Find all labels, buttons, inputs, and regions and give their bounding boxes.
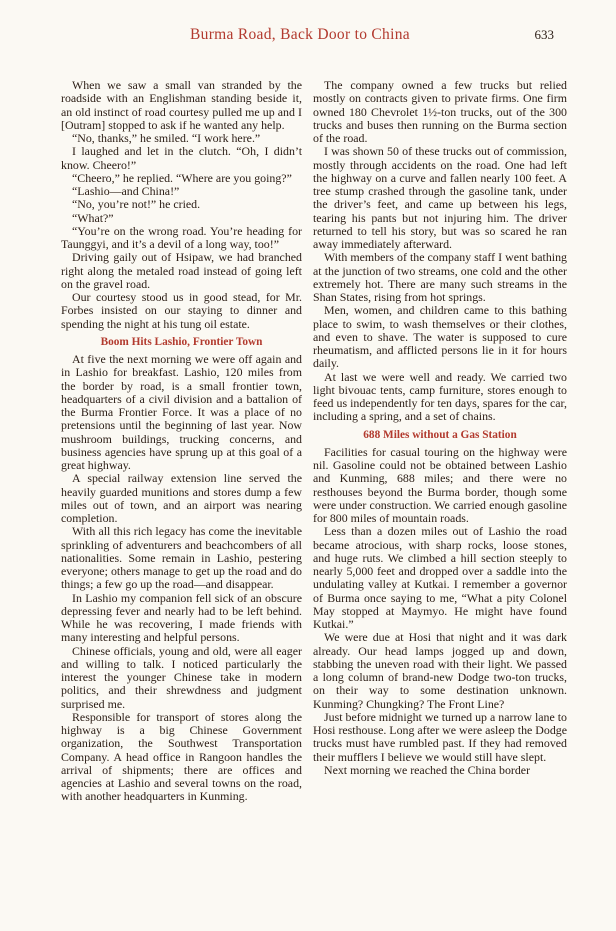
page-number: 633 [534,27,554,42]
section-heading: Boom Hits Lashio, Frontier Town [100,335,263,348]
paragraph: Men, women, and children came to this bathing place to swim, to wash themselves or their clothes, and even to shave. The water is supposed to cure rheumatism, and afflicted persons lie in it for hours daily. [313,303,567,371]
paragraph: Just before midnight we turned up a narrow lane to Hosi resthouse. Long after we were asleep the Dodge trucks must have rumbled past. If they had removed their mufflers I believe we would still have slept. [313,709,567,764]
paragraph: At last we were well and ready. We carried two light bivouac tents, camp furniture, stores enough to feed us independently for ten days, spares for the car, including a spring, and a set of chains. [313,369,567,424]
paragraph: “Lashio—and China!” [72,184,180,198]
paragraph: With members of the company staff I went bathing at the junction of two streams, one cold and the other extremely hot. There are many such streams in the Shan States, rising from hot springs. [313,250,567,304]
paragraph: I laughed and let in the clutch. “Oh, I didn’t know. Cheero!” [61,144,302,172]
paragraph: Less than a dozen miles out of Lashio the road became atrocious, with sharp rocks, loose stones, and huge ruts. We climbed a hill section steeply to nearly 5,000 feet and dropped over a saddle into the undulating valley at Kutkai. I remember a governor of Burma once saying to me, “What a pity Colonel May stopped at Maymyo. He might have found Kutkai.” [313,524,567,631]
running-header [190,26,554,48]
left-column [61,79,302,804]
paragraph: In Lashio my companion fell sick of an obscure depressing fever and nearly had to be left behind. While he was recovering, I made friends with many interesting and helpful persons. [61,590,302,645]
paragraph: With all this rich legacy has come the inevitable sprinkling of adventurers and beachcombers of all nationalities. Some remain in Lashio, pestering everyone; others manage to get up the road and do things; a few go up the road—and disappear. [61,524,302,592]
right-column [313,79,567,777]
running-title: Burma Road, Back Door to China [190,26,410,43]
paragraph: I was shown 50 of these trucks out of commission, mostly through accidents on the road. One had left the highway on a curve and fallen nearly 100 feet. A tree stump crashed through the gasoline tank, under the driver’s feet, and came up between his legs, tearing his pants but not injuring him. The driver returned to tell his story, but was so scared he ran away immediately afterward. [313,144,567,251]
paragraph: “What?” [72,210,114,225]
paragraph: Facilities for casual touring on the highway were nil. Gasoline could not be obtained between Lashio and Kunming, 688 miles; and there were no resthouses beyond the Burma border, though some were under construction. We carried enough gasoline for 800 miles of mountain roads. [313,444,567,525]
section-heading: 688 Miles without a Gas Station [363,428,517,441]
paragraph: “No, you’re not!” he cried. [72,197,201,212]
paragraph: The company owned a few trucks but relied mostly on contracts given to private firms. One firm owned 180 Chevrolet 1½-ton trucks, out of the 300 trucks and buses then running on the Burma section of the road. [313,78,567,145]
paragraph: Driving gaily out of Hsipaw, we had branched right along the metaled road instead of going left on the gravel road. [61,250,302,291]
paragraph: At five the next morning we were off again and in Lashio for breakfast. Lashio, 120 miles from the border by road, is a small frontier town, headquarters of a civil division and a battalion of the Burma Frontier Force. It was a place of no pretensions until the beginning of last year. Now mushroom buildings, trucking concerns, and business agencies have sprung up at this goal of a great highway. [61,352,302,472]
paragraph: “Cheero,” he replied. “Where are you going?” [72,170,292,185]
paragraph: When we saw a small van stranded by the roadside with an Englishman standing beside it, an old instinct of road courtesy pulled me up and I [Outram] stopped to ask if he wanted any help. [61,78,302,132]
paragraph: We were due at Hosi that night and it was dark already. Our head lamps jogged up and down, stabbing the uneven road with their light. We passed a long column of brand-new Dodge two-ton trucks, on their way to some destination unknown. Kunming? Chungking? The Front Line? [313,630,567,711]
paragraph: “You’re on the wrong road. You’re heading for Taunggyi, and it’s a devil of a long way, too!” [61,223,302,251]
paragraph: A special railway extension line served the heavily guarded munitions and stores dump a few miles out of town, and an airport was nearing completion. [61,471,302,525]
paragraph: Our courtesy stood us in good stead, for Mr. Forbes insisted on our staying to dinner and spending the night at his tung oil estate. [61,290,302,331]
paragraph: Next morning we reached the China border [324,762,531,777]
paragraph: Chinese officials, young and old, were all eager and willing to talk. I noticed particularly the interest the younger Chinese take in modern politics, and their shrewdness and judgment surprised me. [61,643,302,711]
paragraph: Responsible for transport of stores along the highway is a big Chinese Government organization, the Southwest Transportation Company. A head office in Rangoon handles the arrival of shipments; there are offices and agencies at Lashio and several towns on the road, with another headquarters in Kunming. [61,709,302,804]
paragraph: “No, thanks,” he smiled. “I work here.” [72,131,261,145]
